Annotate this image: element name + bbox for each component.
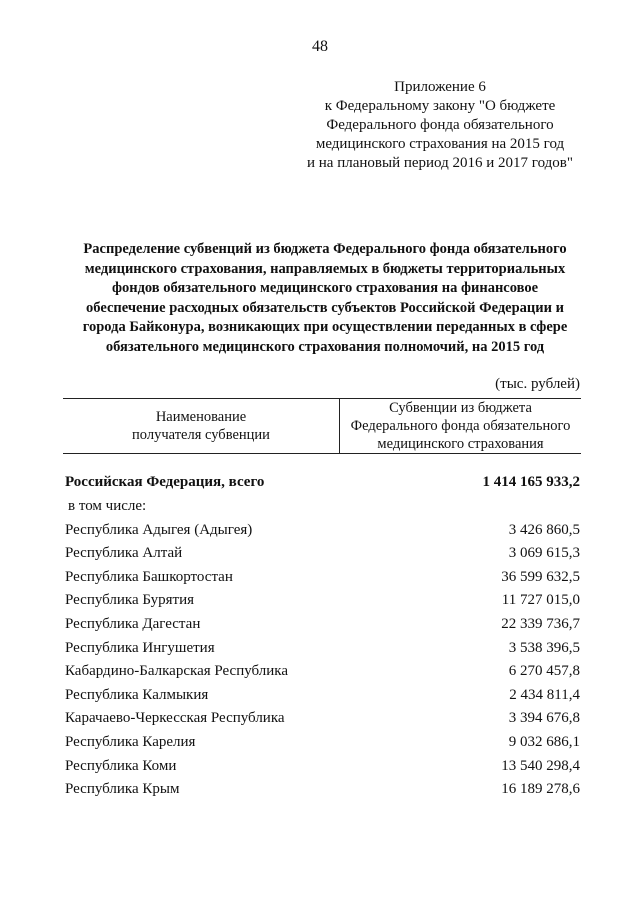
row-value: 13 540 298,4 (501, 757, 580, 774)
including-label-row (65, 495, 580, 519)
row-value: 16 189 278,6 (501, 781, 580, 798)
table-row (65, 707, 580, 731)
row-value: 3 426 860,5 (508, 521, 580, 538)
including-label: в том числе: (68, 498, 147, 514)
document-title (60, 240, 590, 357)
title-line: обеспечение расходных обязательств субъектов Российской Федерации и (86, 299, 564, 316)
table-row (65, 519, 580, 543)
row-name: Республика Коми (65, 757, 177, 774)
row-name: Российская Федерация, всего (65, 474, 265, 490)
row-value: 36 599 632,5 (501, 568, 580, 585)
table-row (65, 731, 580, 755)
row-name: Республика Крым (65, 781, 180, 798)
table-row-total (65, 470, 580, 495)
row-value: 22 339 736,7 (501, 615, 580, 632)
appendix-line: Приложение 6 (394, 79, 486, 95)
table-header (63, 398, 581, 454)
header-line: медицинского страхования (377, 436, 544, 452)
row-name: Карачаево-Черкесская Республика (65, 710, 285, 727)
row-value: 6 270 457,8 (508, 663, 580, 680)
row-name: Республика Дагестан (65, 615, 201, 632)
appendix-line: и на плановый период 2016 и 2017 годов" (307, 155, 573, 171)
row-value: 11 727 015,0 (501, 592, 580, 609)
row-value: 9 032 686,1 (508, 733, 580, 750)
title-line: фондов обязательного медицинского страхования на финансовое (111, 280, 539, 296)
row-value: 3 394 676,8 (508, 710, 580, 727)
row-value: 3 538 396,5 (508, 639, 580, 656)
row-name: Республика Башкортостан (65, 568, 233, 585)
header-recipient-name (63, 399, 340, 453)
title-line: Распределение субвенций из бюджета Федерального фонда обязательного (83, 241, 567, 257)
appendix-line: медицинского страхования на 2015 год (315, 136, 565, 152)
row-name: Республика Алтай (65, 545, 183, 562)
table-row (65, 660, 580, 684)
header-line: Наименование (155, 409, 247, 425)
table-body (65, 470, 580, 802)
row-value: 1 414 165 933,2 (482, 474, 580, 490)
header-line: Субвенции из бюджета (389, 400, 532, 416)
appendix-line: к Федеральному закону "О бюджете (324, 98, 556, 114)
table-row (65, 684, 580, 708)
table-row (65, 566, 580, 590)
title-line: города Байконура, возникающих при осуществлении переданных в сфере (82, 319, 568, 335)
row-name: Республика Калмыкия (65, 686, 209, 703)
header-line: получателя субвенции (132, 427, 270, 443)
table-row (65, 542, 580, 566)
table-row (65, 778, 580, 802)
table-row (65, 637, 580, 661)
table-row (65, 755, 580, 779)
row-value: 3 069 615,3 (508, 545, 580, 562)
row-name: Республика Бурятия (65, 592, 195, 609)
row-name: Республика Карелия (65, 733, 196, 750)
row-name: Республика Ингушетия (65, 639, 215, 656)
table-row (65, 589, 580, 613)
appendix-reference (290, 78, 590, 173)
row-value: 2 434 811,4 (509, 686, 580, 703)
row-name: Республика Адыгея (Адыгея) (65, 521, 253, 538)
title-line: обязательного медицинского страхования полномочий, на 2015 год (105, 338, 545, 355)
title-line: медицинского страхования, направляемых в бюджеты территориальных (84, 260, 566, 277)
units-label: (тыс. рублей) (495, 376, 580, 392)
appendix-line: Федерального фонда обязательного (326, 117, 554, 133)
header-line: Федерального фонда обязательного (350, 418, 571, 434)
header-subvention-amount (340, 399, 581, 453)
table-row (65, 613, 580, 637)
page-number: 48 (312, 38, 328, 55)
row-name: Кабардино-Балкарская Республика (65, 663, 289, 680)
